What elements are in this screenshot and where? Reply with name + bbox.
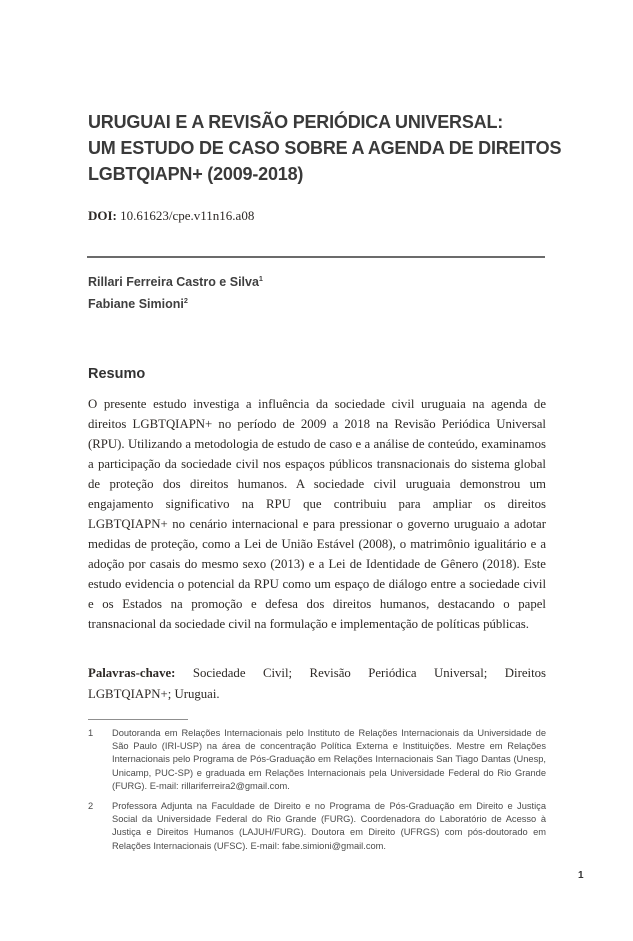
abstract-heading: Resumo [88, 366, 146, 382]
doi-label: DOI: [88, 208, 117, 223]
author-line [88, 271, 546, 293]
keywords-label: Palavras-chave: [88, 666, 176, 680]
footnote-item [88, 800, 546, 853]
doi-value: 10.61623/cpe.v11n16.a08 [120, 208, 255, 223]
article-title-line: LGBTQIAPN+ (2009-2018) [88, 164, 304, 184]
header-divider [87, 256, 545, 258]
author-line [88, 293, 546, 315]
article-title [88, 109, 562, 187]
footnote-number: 1 [88, 728, 94, 738]
author-footnote-ref: 1 [258, 273, 263, 283]
author-footnote-ref: 2 [183, 295, 188, 305]
article-title-line: UM ESTUDO DE CASO SOBRE A AGENDA DE DIREITOS [88, 138, 562, 158]
keywords-value: Sociedade Civil; Revisão Periódica Universal; Direitos LGBTQIAPN+; Uruguai. [88, 666, 547, 701]
footnote-list [88, 727, 546, 860]
abstract-text: O presente estudo investiga a influência da sociedade civil uruguaia na agenda de direitos LGBTQIAPN+ no período de 2009 a 2018 na Revisão Periódica Universal (RPU). Utilizando a metodologia de estudo de caso e a análise de conteúdo, examinamos a participação da sociedade civil nos espaços públicos transnacionais do sistema global de proteção dos direitos humanos. A sociedade civil uruguaia demonstrou um engajamento significativo na RPU que contribuiu para ampliar os direitos LGBTQIAPN+ no cenário internacional e para pressionar o governo uruguaio a adotar medidas de proteção, como a Lei de União Estável (2008), o matrimônio igualitário e a adoção por casais do mesmo sexo (2013) e a Lei de Identidade de Gênero (2018). Este estudo evidencia o potencial da RPU como um espaço de diálogo entre a sociedade civil e os Estados na promoção e defesa dos direitos humanos, destacando o papel transnacional da sociedade civil na formulação e implementação de políticas públicas. [88, 397, 546, 631]
doi-line [88, 208, 546, 224]
footnote-text: Professora Adjunta na Faculdade de Direito e no Programa de Pós-Graduação em Direito e Justiça Social da Universidade Federal do Rio Grande (FURG). Coordenadora do Laboratório de Acesso à Justiça e Direitos Humanos (LAJUH/FURG). Doutora em Direito (UFRGS) com pós-doutorado em Relações Internacionais (UFSC). E-mail: fabe.simioni@gmail.com. [112, 801, 546, 851]
author-name: Rillari Ferreira Castro e Silva [88, 275, 259, 289]
page-number: 1 [578, 870, 584, 881]
author-name: Fabiane Simioni [88, 297, 184, 311]
footnote-text: Doutoranda em Relações Internacionais pelo Instituto de Relações Internacionais da Universidade de São Paulo (IRI-USP) na área de concentração Política Externa e Instituições. Mestre em Relações Internacionais pelo Programa de Pós-Graduação em Relações Internacionais San Tiago Dantas (Unesp, Unicamp, PUC-SP) e graduada em Relações Internacionais pela Universidade Federal do Rio Grande (FURG). E-mail: rillariferreira2@gmail.com. [112, 728, 546, 791]
footnote-number: 2 [88, 801, 94, 812]
article-title-line: URUGUAI E A REVISÃO PERIÓDICA UNIVERSAL: [88, 112, 504, 132]
footnote-item [88, 727, 546, 793]
footnote-divider [88, 719, 188, 720]
author-list [88, 271, 546, 315]
keywords-line [88, 663, 546, 705]
